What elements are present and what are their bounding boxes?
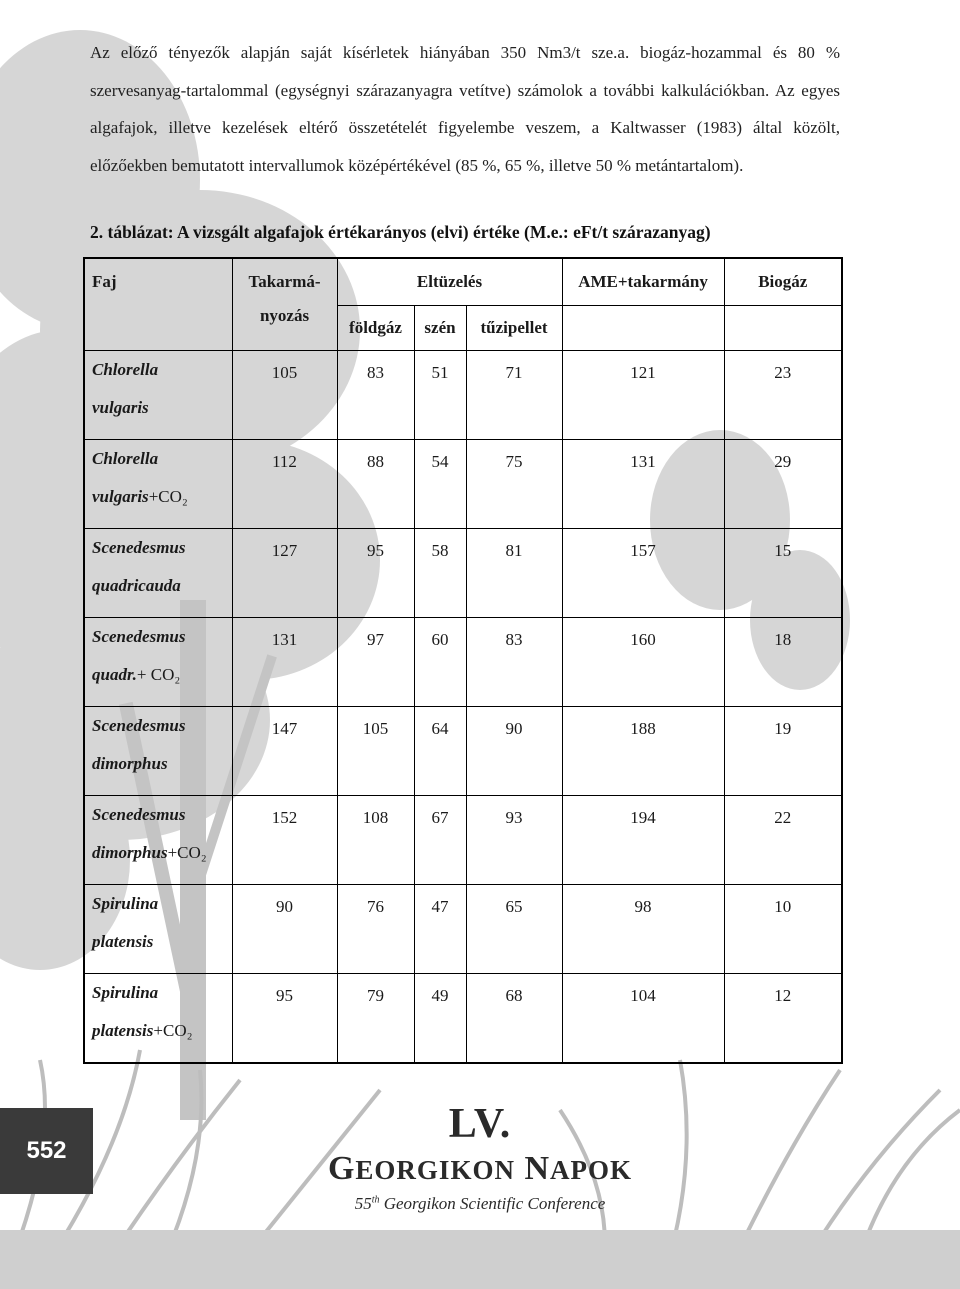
value-cell: 12 (724, 974, 842, 1064)
table-row (84, 440, 842, 529)
value-cell: 54 (414, 440, 466, 529)
logo-subtitle: 55th Georgikon Scientific Conference (354, 1194, 606, 1213)
header-tuzipellet: tűzipellet (466, 306, 562, 351)
body-paragraph (90, 34, 840, 184)
value-cell: 121 (562, 351, 724, 440)
value-cell: 68 (466, 974, 562, 1064)
table-body (84, 351, 842, 1064)
value-cell: 71 (466, 351, 562, 440)
value-cell: 15 (724, 529, 842, 618)
species-value-table (83, 257, 843, 1064)
value-cell: 88 (337, 440, 414, 529)
paragraph-text: Az előző tényezők alapján saját kísérletek hiányában 350 Nm3/t sze.a. biogáz-hozammal és 80 % szervesanyag-tartalommal (egységnyi szárazanyagra vetítve) számolok a további kalkulációkban. Az egyes algafajok, illetve kezelések eltérő összetételét figyelembe veszem, a Kaltwasser (1983) által közölt, előzőekben bemutatott intervallumok középértékével (85 %, 65 %, illetve 50 % metántartalom). (90, 43, 840, 175)
value-cell: 127 (232, 529, 337, 618)
value-cell: 18 (724, 618, 842, 707)
value-cell: 93 (466, 796, 562, 885)
value-cell: 79 (337, 974, 414, 1064)
species-name-cell: Scenedesmus dimorphus+CO₂ (84, 796, 232, 885)
header-ame: AME+takarmány (562, 258, 724, 306)
species-name-cell: Scenedesmus quadricauda (84, 529, 232, 618)
header-biogaz-blank (724, 306, 842, 351)
species-name-cell: Spirulina platensis+CO₂ (84, 974, 232, 1064)
value-cell: 97 (337, 618, 414, 707)
header-eltuzeles: Eltüzelés (337, 258, 562, 306)
value-cell: 90 (232, 885, 337, 974)
table-row (84, 796, 842, 885)
value-cell: 131 (562, 440, 724, 529)
value-cell: 194 (562, 796, 724, 885)
value-cell: 83 (466, 618, 562, 707)
value-cell: 29 (724, 440, 842, 529)
conference-logo (300, 1100, 660, 1214)
value-cell: 83 (337, 351, 414, 440)
header-faj: Faj (84, 258, 232, 351)
value-cell: 22 (724, 796, 842, 885)
value-cell: 105 (232, 351, 337, 440)
value-cell: 112 (232, 440, 337, 529)
value-cell: 152 (232, 796, 337, 885)
table-caption: 2. táblázat: A vizsgált algafajok értékarányos (elvi) értéke (M.e.: eFt/t szárazanyag) (90, 222, 711, 242)
value-cell: 81 (466, 529, 562, 618)
species-name-cell: Spirulina platensis (84, 885, 232, 974)
value-cell: 76 (337, 885, 414, 974)
value-cell: 60 (414, 618, 466, 707)
value-cell: 95 (337, 529, 414, 618)
species-name-cell: Scenedesmus dimorphus (84, 707, 232, 796)
value-cell: 23 (724, 351, 842, 440)
table-row (84, 529, 842, 618)
table-row (84, 618, 842, 707)
value-cell: 98 (562, 885, 724, 974)
value-cell: 75 (466, 440, 562, 529)
value-cell: 157 (562, 529, 724, 618)
logo-name: GEORGIKON NAPOK (327, 1150, 633, 1187)
value-cell: 147 (232, 707, 337, 796)
value-cell: 95 (232, 974, 337, 1064)
value-cell: 10 (724, 885, 842, 974)
value-cell: 160 (562, 618, 724, 707)
table-row (84, 885, 842, 974)
species-name-cell: Chlorella vulgaris+CO₂ (84, 440, 232, 529)
value-cell: 51 (414, 351, 466, 440)
value-cell: 131 (232, 618, 337, 707)
header-foldgaz: földgáz (337, 306, 414, 351)
page-number: 552 (0, 1108, 93, 1194)
value-cell: 67 (414, 796, 466, 885)
value-cell: 49 (414, 974, 466, 1064)
value-cell: 19 (724, 707, 842, 796)
value-cell: 47 (414, 885, 466, 974)
value-cell: 65 (466, 885, 562, 974)
header-takarmanyozas: Takarmá- nyozás (232, 258, 337, 351)
value-cell: 90 (466, 707, 562, 796)
header-biogaz: Biogáz (724, 258, 842, 306)
header-szen: szén (414, 306, 466, 351)
logo-roman-numeral: LV. (448, 1101, 512, 1147)
table-row (84, 974, 842, 1064)
species-name-cell: Scenedesmus quadr.+ CO₂ (84, 618, 232, 707)
table-row (84, 351, 842, 440)
value-cell: 188 (562, 707, 724, 796)
table-row (84, 707, 842, 796)
value-cell: 108 (337, 796, 414, 885)
header-ame-blank (562, 306, 724, 351)
value-cell: 105 (337, 707, 414, 796)
value-cell: 104 (562, 974, 724, 1064)
value-cell: 58 (414, 529, 466, 618)
value-cell: 64 (414, 707, 466, 796)
species-name-cell: Chlorella vulgaris (84, 351, 232, 440)
